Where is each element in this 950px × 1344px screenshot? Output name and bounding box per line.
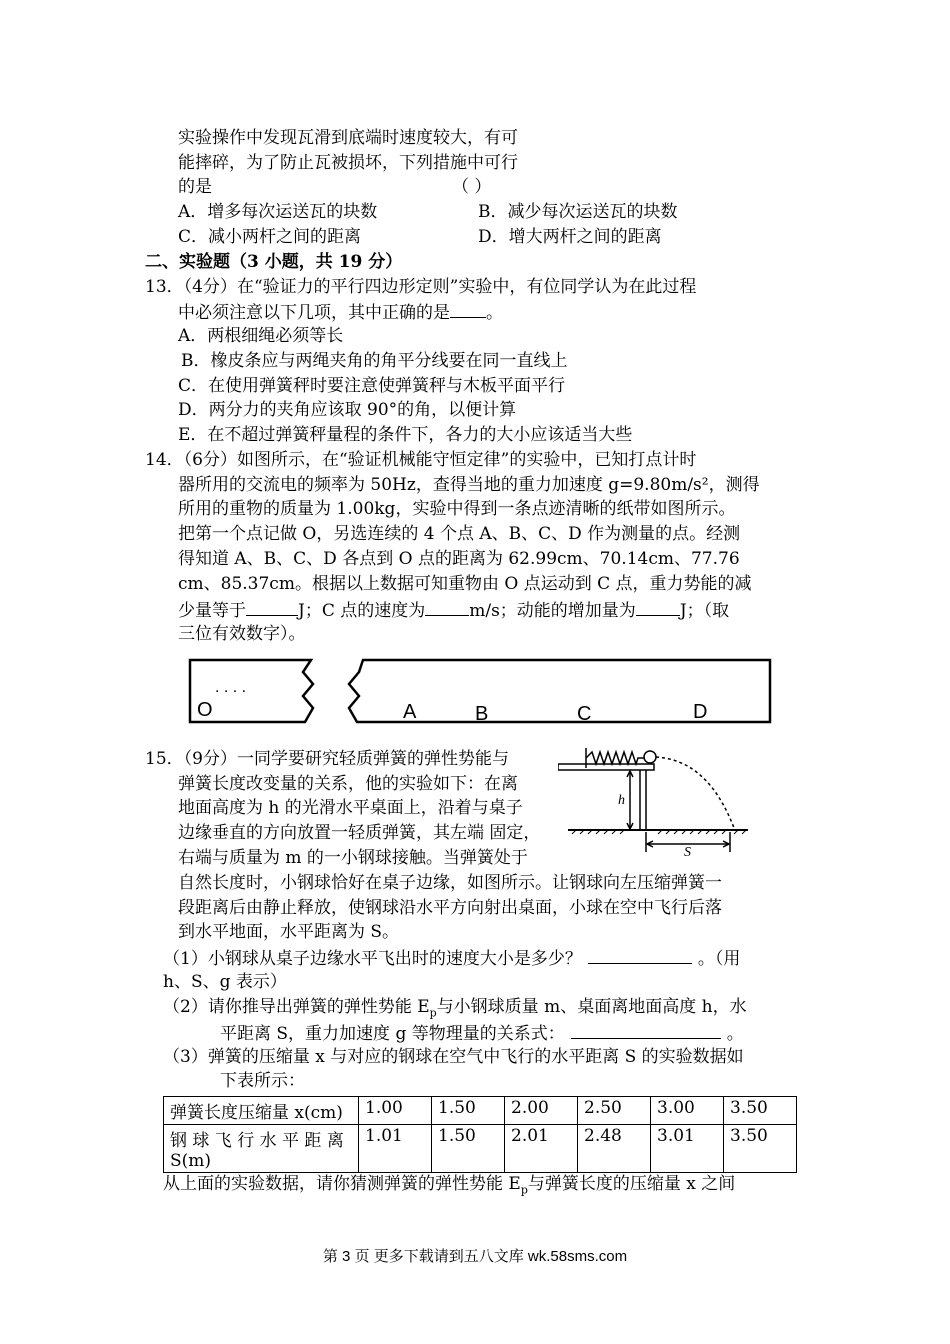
q13-option-d: D．两分力的夹角应该取 90°的角，以便计算: [178, 400, 517, 420]
q15-sub2-text-b: 与小钢球质量 m、桌面离地面高度 h，水: [436, 997, 747, 1017]
tape-label-a: A: [403, 701, 417, 723]
q15-line3: 地面高度为 h 的光滑水平桌面上，沿着与桌子: [178, 798, 523, 818]
q14-line3: 所用的重物的质量为 1.00kg，实验中得到一条点迹清晰的纸带如图所示。: [178, 499, 736, 519]
q15-sub3-cont: 下表所示：: [220, 1071, 305, 1091]
table-row: [164, 1097, 797, 1125]
q12-option-a: A．增多每次运送瓦的块数: [178, 202, 378, 222]
q15-sub2-cont: [220, 1020, 744, 1046]
q13-line2-text: 中必须注意以下几项，其中正确的是: [178, 303, 450, 323]
q13-answer-blank[interactable]: [450, 299, 486, 318]
q15-sub2-subscript: p: [429, 1006, 437, 1020]
q14-line7: [178, 597, 729, 623]
q13-option-a: A．两根细绳必须等长: [178, 326, 344, 346]
fig-label-h: h: [618, 793, 625, 808]
q12-option-d: D．增大两杆之间的距离: [478, 227, 662, 247]
paper-tape-figure: [185, 656, 775, 728]
q14-line7-text-b: J；C 点的速度为: [298, 601, 426, 621]
q14-line7-text-c: m/s；动能的增加量为: [469, 601, 636, 621]
q14-blank-velocity[interactable]: [425, 597, 469, 616]
table-cell: 1.00: [359, 1097, 432, 1125]
q15-last-line: [163, 1172, 735, 1202]
q12-line1: 实验操作中发现瓦滑到底端时速度较大，有可: [178, 128, 518, 148]
q13-option-b: B．橡皮条应与两绳夹角的角平分线要在同一直线上: [181, 351, 568, 371]
table-cell: 1.01: [359, 1125, 432, 1173]
q14-line2: 器所用的交流电的频率为 50Hz，查得当地的重力加速度 g=9.80m/s²，测得: [178, 475, 760, 495]
q12-option-c: C．减小两杆之间的距离: [178, 227, 362, 247]
table-cell: 2.00: [505, 1097, 578, 1125]
q15-sub1: [163, 945, 740, 971]
q12-line3: 的是: [178, 177, 212, 197]
q14-line7-text-a: 少量等于: [178, 601, 246, 621]
data-table: [163, 1096, 797, 1173]
tape-label-c: C: [577, 703, 592, 725]
q13-option-e: E．在不超过弹簧秤量程的条件下，各力的大小应该适当大些: [178, 425, 633, 445]
q14-blank-potential[interactable]: [246, 597, 298, 616]
q14-line6: cm、85.37cm。根据以上数据可知重物由 O 点运动到 C 点，重力势能的减: [178, 574, 752, 594]
table-cell: 2.01: [505, 1125, 578, 1173]
page-footer: 第 3 页 更多下载请到五八文库 wk.58sms.com: [322, 1248, 628, 1265]
q15-sub1-end: 。（用: [697, 949, 741, 969]
q14-line4: 把第一个点记做 O，另选连续的 4 个点 A、B、C、D 作为测量的点。经测: [178, 524, 741, 544]
q15-last-text-a: 从上面的实验数据，请你猜测弹簧的弹性势能 E: [163, 1174, 521, 1194]
table-cell: 3.01: [651, 1125, 724, 1173]
table-header-compression: 弹簧长度压缩量 x(cm): [164, 1097, 359, 1125]
q15-sub2-end: 。: [726, 1024, 744, 1044]
q15-last-subscript: p: [520, 1183, 528, 1197]
q12-option-b: B．减少每次运送瓦的块数: [478, 202, 678, 222]
q12-line2: 能摔碎，为了防止瓦被损坏，下列措施中可行: [178, 153, 518, 173]
tape-dots: . . . .: [215, 679, 247, 696]
table-cell: 3.50: [724, 1125, 797, 1173]
q15-line4: 边缘垂直的方向放置一轻质弹簧，其左端 固定，: [178, 823, 541, 843]
q15-sub2-blank[interactable]: [571, 1020, 721, 1039]
q14-line1: 14．（6分）如图所示，在“验证机械能守恒定律”的实验中，已知打点计时: [145, 450, 697, 470]
q13-option-c: C．在使用弹簧秤时要注意使弹簧秤与木板平面平行: [178, 376, 566, 396]
table-cell: 3.00: [651, 1097, 724, 1125]
q14-line8: 三位有效数字）。: [178, 624, 306, 644]
table-row: [164, 1125, 797, 1173]
q13-line2: [178, 299, 503, 325]
table-cell: 2.50: [578, 1097, 651, 1125]
table-cell: 2.48: [578, 1125, 651, 1173]
q15-sub1-blank[interactable]: [588, 945, 692, 964]
q14-blank-kinetic[interactable]: [636, 597, 680, 616]
table-header-distance: [164, 1125, 359, 1173]
q15-last-text-b: 与弹簧长度的压缩量 x 之间: [527, 1174, 736, 1194]
q15-line2: 弹簧长度改变量的关系，他的实验如下：在离: [178, 774, 518, 794]
q12-answer-paren: （ ）: [452, 177, 492, 197]
q15-line5: 右端与质量为 m 的一小钢球接触。当弹簧处于: [178, 848, 528, 868]
q15-line7: 段距离后由静止释放，使钢球沿水平方向射出桌面，小球在空中飞行后落: [178, 898, 722, 918]
tape-label-b: B: [475, 703, 489, 725]
table-header-distance-line2: S(m): [170, 1151, 212, 1171]
q14-line5: 得知道 A、B、C、D 各点到 O 点的距离为 62.99cm、70.14cm、77.76: [178, 549, 740, 569]
q15-sub2-text-c: 平距离 S，重力加速度 g 等物理量的关系式：: [220, 1024, 565, 1044]
q14-line7-text-d: J；（取: [679, 601, 730, 621]
q13-line1: 13．（4分）在“验证力的平行四边形定则”实验中，有位同学认为在此过程: [145, 277, 697, 297]
q15-sub2-text-a: （2）请你推导出弹簧的弹性势能 E: [163, 997, 430, 1017]
q15-line8: 到水平地面，水平距离为 S。: [178, 922, 400, 942]
q15-sub1-text: （1）小钢球从桌子边缘水平飞出时的速度大小是多少？: [163, 949, 582, 969]
q15-line6: 自然长度时，小钢球恰好在桌子边缘，如图所示。让钢球向左压缩弹簧一: [178, 873, 722, 893]
q15-sub3: （3）弹簧的压缩量 x 与对应的钢球在空气中飞行的水平距离 S 的实验数据如: [163, 1047, 744, 1067]
spring-table-figure: [558, 740, 758, 856]
section-title: 二、实验题（3 小题，共 19 分）: [145, 252, 403, 272]
table-header-distance-line1: 钢 球 飞 行 水 平 距 离: [170, 1131, 344, 1151]
fig-label-s: S: [684, 845, 691, 856]
tape-label-o: O: [197, 699, 213, 721]
table-cell: 3.50: [724, 1097, 797, 1125]
q15-sub1-cont: h、S、g 表示）: [163, 972, 287, 992]
q13-line2-end: 。: [486, 303, 503, 323]
q15-line1: 15．（9分）一同学要研究轻质弹簧的弹性势能与: [145, 749, 509, 769]
table-cell: 1.50: [432, 1097, 505, 1125]
tape-label-d: D: [693, 701, 708, 723]
table-cell: 1.50: [432, 1125, 505, 1173]
